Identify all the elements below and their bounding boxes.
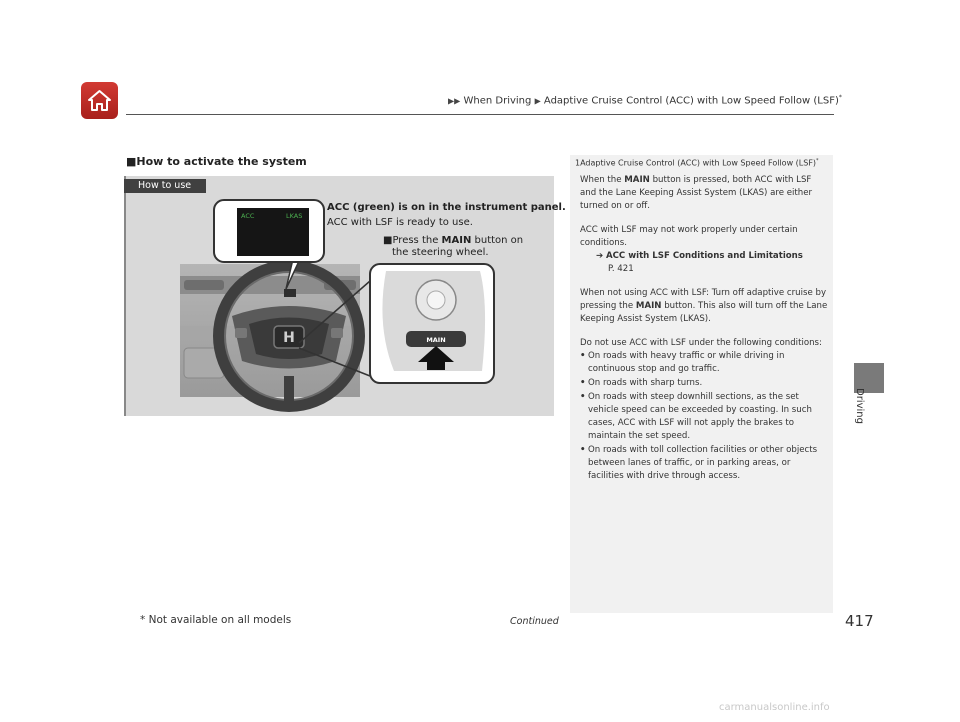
header-rule xyxy=(126,114,834,115)
main-button-label: MAIN xyxy=(426,336,446,344)
callout-acc-indicator: ACC (green) is on in the instrument panel. ACC with LSF is ready to use. xyxy=(327,202,566,228)
watermark: carmanualsonline.info xyxy=(719,702,830,713)
breadcrumb-item-acc[interactable]: Adaptive Cruise Control (ACC) with Low Speed Follow (LSF) xyxy=(543,95,839,107)
cross-reference-page[interactable]: P. 421 xyxy=(608,264,634,274)
list-item: • On roads with heavy traffic or while driving in continuous stop and go traffic. xyxy=(580,350,828,376)
xref-arrow-icon: ➔ xyxy=(596,251,604,261)
breadcrumb xyxy=(448,94,842,106)
continued-label: Continued xyxy=(510,616,559,627)
breadcrumb-item-when-driving[interactable]: When Driving xyxy=(463,95,532,107)
section-square-icon: ■ xyxy=(126,155,137,168)
note-marker-icon: 1 xyxy=(575,158,581,168)
list-item: • On roads with sharp turns. xyxy=(580,377,828,390)
note-paragraph: When not using ACC with LSF: Turn off adaptive cruise by pressing the MAIN button. This also will turn off the Lane Keeping Assist System (LKAS). xyxy=(580,288,828,324)
page-number: 417 xyxy=(845,612,874,630)
list-item: • On roads with toll collection facilities or other objects between lanes of traffic, or in parking areas, or facilities with drive through access. xyxy=(580,444,828,483)
section-title: ■How to activate the system xyxy=(126,155,307,168)
breadcrumb-arrow-icon: ▶▶ xyxy=(448,96,461,106)
instrument-panel-highlight xyxy=(284,289,296,297)
how-to-use-tab: How to use xyxy=(124,179,206,193)
note-paragraph: When the MAIN button is pressed, both ACC with LSF and the Lane Keeping Assist System (LKAS) are either turned on or off. xyxy=(580,175,813,211)
panel-acc-indicator: ACC xyxy=(241,212,255,220)
chapter-tab-label[interactable]: Driving xyxy=(854,388,865,424)
note-title: 1Adaptive Cruise Control (ACC) with Low Speed Follow (LSF)* xyxy=(575,158,819,168)
svg-text:H: H xyxy=(283,330,295,346)
note-paragraph: Do not use ACC with LSF under the following conditions: xyxy=(580,338,822,348)
footnote: * Not available on all models xyxy=(140,614,292,626)
callout-square-icon: ■ xyxy=(383,235,393,246)
conditions-list xyxy=(580,350,828,483)
list-item: • On roads with steep downhill sections, as the set vehicle speed can be exceeded by coasting. In such cases, ACC with LSF will not apply the brakes to maintain the set speed. xyxy=(580,391,828,443)
note-paragraph: ACC with LSF may not work properly under certain conditions. xyxy=(580,225,798,248)
breadcrumb-asterisk: * xyxy=(838,94,842,101)
home-icon[interactable] xyxy=(81,82,118,119)
cross-reference-link[interactable]: ➔ ACC with LSF Conditions and Limitations xyxy=(596,251,803,261)
house-glyph xyxy=(87,88,112,113)
breadcrumb-arrow-icon: ▶ xyxy=(534,96,541,106)
callout-press-main: ■Press the MAIN button on the steering wheel. xyxy=(383,235,524,258)
panel-lkas-indicator: LKAS xyxy=(286,212,303,220)
note-body xyxy=(580,174,828,484)
